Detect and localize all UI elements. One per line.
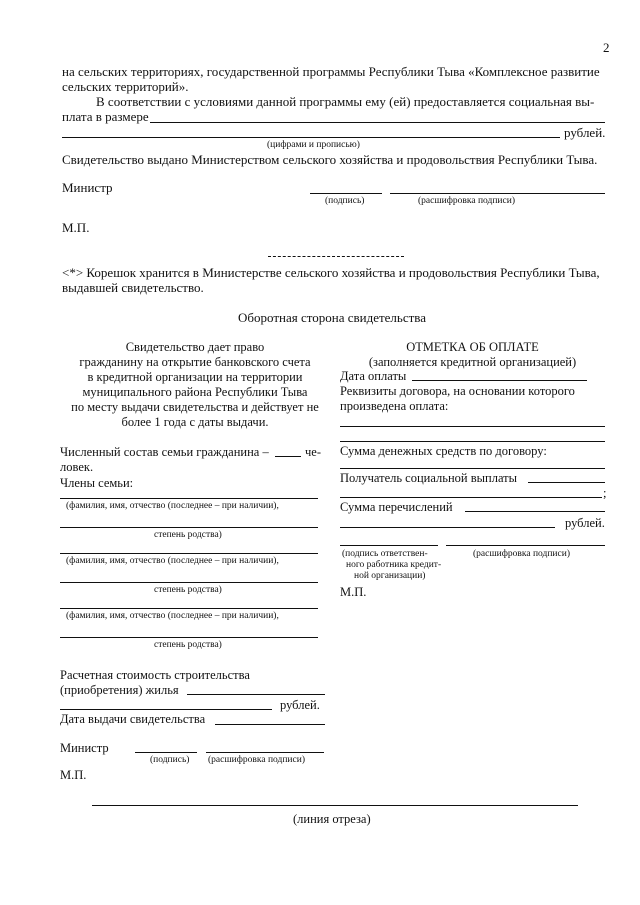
- decoding-caption: (расшифровка подписи): [418, 196, 515, 206]
- left-decoding-caption: (расшифровка подписи): [208, 755, 305, 765]
- member-1-kinship-caption: степень родства): [154, 530, 222, 540]
- transfer-sum-field-2[interactable]: [340, 527, 555, 528]
- payment-mark-title: ОТМЕТКА ОБ ОПЛАТЕ: [406, 340, 539, 354]
- bank-signature-line[interactable]: [340, 545, 438, 546]
- payment-date-label: Дата оплаты: [340, 369, 407, 383]
- family-members-label: Члены семьи:: [60, 476, 134, 490]
- member-3-fio-caption: (фамилия, имя, отчество (последнее – при наличии),: [66, 611, 279, 621]
- contract-amount-field[interactable]: [340, 468, 605, 469]
- left-intro-line: более 1 года с даты выдачи.: [121, 415, 269, 429]
- member-2-fio-caption: (фамилия, имя, отчество (последнее – при наличии),: [66, 556, 279, 566]
- issue-date-label: Дата выдачи свидетельства: [60, 712, 206, 726]
- top-text-line-1: на сельских территориях, государственной программы Республики Тыва «Комплексное развитие: [62, 64, 600, 79]
- footnote-separator: [268, 256, 404, 257]
- payment-mark-subtitle: (заполняется кредитной организацией): [368, 355, 577, 369]
- bank-decoding-caption: (расшифровка подписи): [473, 549, 570, 559]
- recipient-semicolon: ;: [603, 486, 607, 500]
- page-number: 2: [603, 40, 610, 55]
- payment-size-line-2[interactable]: [62, 137, 560, 138]
- left-intro-line: муниципального района Республики Тыва: [82, 385, 308, 399]
- issued-text: Свидетельство выдано Министерством сельского хозяйства и продовольствия Республики Тыва.: [62, 152, 598, 167]
- family-count-suffix: че-: [305, 445, 321, 459]
- cut-line: [92, 805, 578, 806]
- recipient-field-2[interactable]: [340, 497, 602, 498]
- left-intro-line: по месту выдачи свидетельства и действует не: [71, 400, 319, 414]
- family-count-suffix-2: ловек.: [60, 460, 94, 474]
- payment-size-line[interactable]: [150, 122, 605, 123]
- member-3-kinship-line[interactable]: [60, 637, 318, 638]
- cost-label-2: (приобретения) жилья: [60, 683, 179, 697]
- decoding-line[interactable]: [390, 193, 605, 194]
- footnote-line-1: <*> Корешок хранится в Министерстве сельского хозяйства и продовольствия Республики Тыва,: [62, 265, 600, 280]
- signature-caption: (подпись): [325, 196, 365, 206]
- transfer-sum-rub: рублей.: [565, 516, 605, 530]
- cost-field-2[interactable]: [60, 709, 272, 710]
- member-1-fio-caption: (фамилия, имя, отчество (последнее – при наличии),: [66, 501, 279, 511]
- contract-details-label-2: произведена оплата:: [340, 399, 449, 413]
- cost-label-1: Расчетная стоимость строительства: [60, 668, 250, 682]
- contract-details-label-1: Реквизиты договора, на основании которого: [340, 384, 575, 398]
- bank-decoding-line[interactable]: [446, 545, 605, 546]
- recipient-label: Получатель социальной выплаты: [340, 471, 518, 485]
- rub-label: рублей.: [564, 125, 606, 140]
- left-intro: [60, 340, 330, 430]
- cost-rub-label: рублей.: [280, 698, 320, 712]
- member-2-kinship-line[interactable]: [60, 582, 318, 583]
- left-intro-line: гражданину на открытие банковского счета: [79, 355, 311, 369]
- left-intro-line: в кредитной организации на территории: [87, 370, 303, 384]
- contract-details-field-2[interactable]: [340, 441, 605, 442]
- top-text-line-4: плата в размере: [62, 109, 149, 124]
- digits-caption: (цифрами и прописью): [267, 140, 360, 150]
- payment-date-field[interactable]: [412, 380, 587, 381]
- reverse-side-title: Оборотная сторона свидетельства: [238, 310, 427, 325]
- transfer-sum-label: Сумма перечислений: [340, 500, 453, 514]
- member-3-kinship-caption: степень родства): [154, 640, 222, 650]
- bank-signature-caption-2: ного работника кредит-: [346, 560, 442, 570]
- top-text-line-3: В соответствии с условиями данной программы ему (ей) предоставляется социальная вы-: [96, 94, 595, 109]
- cut-line-caption: (линия отреза): [293, 812, 371, 826]
- cost-field-1[interactable]: [187, 694, 325, 695]
- member-3-fio-line[interactable]: [60, 608, 318, 609]
- member-1-kinship-line[interactable]: [60, 527, 318, 528]
- family-count-field[interactable]: [275, 456, 301, 457]
- minister-label: Министр: [62, 180, 113, 195]
- footnote-line-2: выдавшей свидетельство.: [62, 280, 204, 295]
- member-2-fio-line[interactable]: [60, 553, 318, 554]
- left-signature-line[interactable]: [135, 752, 197, 753]
- contract-amount-label: Сумма денежных средств по договору:: [340, 444, 547, 458]
- member-1-fio-line[interactable]: [60, 498, 318, 499]
- family-count-label: Численный состав семьи гражданина –: [60, 445, 269, 459]
- left-intro-line: Свидетельство дает право: [125, 340, 265, 354]
- recipient-field-1[interactable]: [528, 482, 605, 483]
- left-mp-label: М.П.: [60, 768, 87, 782]
- left-signature-caption: (подпись): [150, 755, 190, 765]
- bank-signature-caption-3: ной организации): [354, 571, 426, 581]
- bank-signature-caption-1: (подпись ответствен-: [342, 549, 428, 559]
- top-text-line-2: сельских территорий».: [62, 79, 189, 94]
- contract-details-field-1[interactable]: [340, 426, 605, 427]
- issue-date-field[interactable]: [215, 724, 325, 725]
- member-2-kinship-caption: степень родства): [154, 585, 222, 595]
- left-minister-label: Министр: [60, 741, 109, 755]
- right-mp-label: М.П.: [340, 585, 367, 599]
- left-decoding-line[interactable]: [206, 752, 324, 753]
- transfer-sum-field-1[interactable]: [465, 511, 605, 512]
- mp-label: М.П.: [62, 220, 90, 235]
- signature-line[interactable]: [310, 193, 382, 194]
